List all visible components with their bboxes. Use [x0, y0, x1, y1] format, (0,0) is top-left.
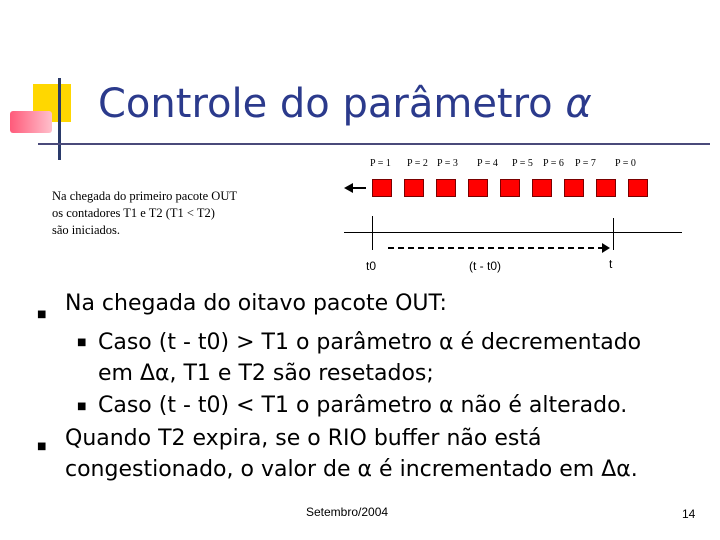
bullet-2-line-2: congestionado, o valor de α é incrementado em Δα.: [65, 457, 638, 482]
packet-box: [436, 179, 456, 197]
packet-label-1: P = 1: [370, 158, 391, 169]
packet-label-7: P = 7: [575, 158, 596, 169]
direction-arrow-head: [344, 183, 353, 193]
packet-label-2: P = 2: [407, 158, 428, 169]
sub-bullet-square-icon: ■: [77, 401, 87, 412]
time-axis: [344, 232, 682, 233]
page-number: 14: [682, 507, 696, 521]
title-alpha: α: [565, 81, 592, 127]
packet-label-0: P = 0: [615, 158, 636, 169]
footer-date: Setembro/2004: [306, 505, 389, 519]
diagram-note: [52, 188, 237, 239]
direction-arrow-shaft: [352, 187, 366, 189]
interval-dashed-arrow: [388, 247, 604, 249]
packet-label-3: P = 3: [437, 158, 458, 169]
bullet-2-line-1: Quando T2 expira, se o RIO buffer não está: [65, 426, 542, 451]
sub-bullet-1-line-1: Caso (t - t0) > T1 o parâmetro α é decrementado: [98, 330, 642, 355]
note-line: Na chegada do primeiro pacote OUT: [52, 189, 237, 203]
title-text: Controle do parâmetro: [98, 81, 566, 127]
packet-box: [372, 179, 392, 197]
title-decoration-red-bar: [10, 111, 52, 133]
note-line: são iniciados.: [52, 223, 121, 237]
bullet-square-icon: ■: [37, 309, 47, 320]
packet-label-5: P = 5: [512, 158, 533, 169]
bullet-square-icon: ■: [37, 441, 47, 452]
title-underline: [38, 143, 710, 145]
sub-bullet-square-icon: ■: [77, 337, 87, 348]
bullet-1: Na chegada do oitavo pacote OUT:: [65, 291, 447, 316]
t-label: t: [609, 257, 613, 271]
packet-box: [468, 179, 488, 197]
t0-label: t0: [366, 259, 377, 273]
packet-box: [404, 179, 424, 197]
t-tick: [613, 218, 614, 250]
packet-label-6: P = 6: [543, 158, 564, 169]
t0-tick: [372, 216, 373, 250]
packet-box: [532, 179, 552, 197]
packet-box: [500, 179, 520, 197]
interval-arrow-head: [602, 243, 610, 253]
packet-box: [628, 179, 648, 197]
note-line: os contadores T1 e T2 (T1 < T2): [52, 206, 215, 220]
packet-box: [564, 179, 584, 197]
packet-label-4: P = 4: [477, 158, 498, 169]
interval-label: (t - t0): [469, 259, 501, 273]
sub-bullet-1-line-2: em Δα, T1 e T2 são resetados;: [98, 361, 434, 386]
slide-title: [98, 76, 592, 132]
sub-bullet-2: Caso (t - t0) < T1 o parâmetro α não é alterado.: [98, 393, 628, 418]
packet-box: [596, 179, 616, 197]
title-decoration-vertical-line: [58, 78, 61, 160]
